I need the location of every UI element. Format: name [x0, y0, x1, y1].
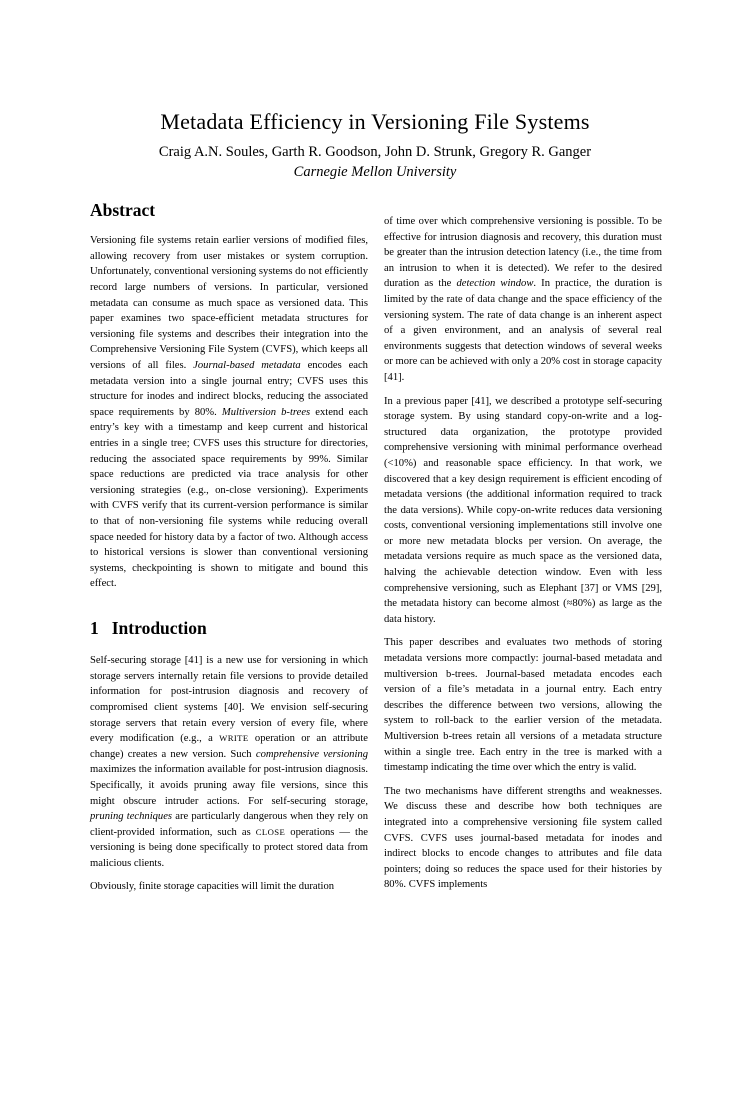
section-number: 1: [90, 617, 99, 638]
text: maximizes the information available for post-intrusion diagnosis. Specifically, it avoids pruning away file versions, since this might obscure intruder actions. For self-securing storage,: [90, 764, 368, 807]
text: This paper describes and evaluates two methods of storing metadata versions more compactly: journal-based metadata and multiversion b-trees. Journal-based metadata encodes each version of a file’s metadata in a journal entry. Each entry describes the difference between two versions, allowing the system to roll-back to the earlier version of the metadata. Multiversion b-trees retain all versions of a metadata structure within a single tree. Each entry in the tree is marked with a timestamp indicating the time over which the entry is valid.: [384, 637, 662, 774]
text: of time over which comprehensive versioning is possible. To be effective for intrusion diagnosis and recovery, this duration must be greater than the intrusion detection latency (i.e., the time from an intrusion to when it is detected). We refer to the desired duration as the: [384, 216, 662, 290]
italic-text: pruning techniques: [90, 811, 173, 823]
paper-affiliation: Carnegie Mellon University: [293, 164, 457, 180]
left-column: [90, 201, 368, 895]
section-title: Introduction: [111, 617, 207, 638]
abstract-heading: Abstract: [90, 200, 156, 220]
text: Obviously, finite storage capacities will limit the duration: [90, 881, 335, 893]
abstract-body: [90, 233, 368, 592]
paragraph: [384, 394, 662, 628]
right-column: [384, 214, 662, 893]
paragraph: [90, 653, 368, 871]
paragraph: [90, 879, 368, 895]
text: are particularly dangerous when they rely on client-provided information, such as: [90, 811, 368, 838]
paragraph: [90, 233, 368, 592]
title-block: [0, 109, 750, 181]
italic-text: Multiversion b-trees: [221, 406, 311, 418]
paragraph: [384, 635, 662, 775]
text: operation or an attribute change) creates a new version. Such: [90, 733, 368, 760]
text: In a previous paper [41], we described a prototype self-securing storage system. By using standard copy-on-write and a log-structured data organization, the prototype provided comprehensive versioning with minimal performance overhead (<10%) and reasonable space efficiency. In that work, we discovered that a key design requirement is efficient encoding of metadata versions (the additional information required to track the data versions). While copy-on-write reduces data versioning costs, conventional versioning implementations still involve one or more new metadata blocks per version. On average, the metadata versions require as much space as the versioned data, halving the achievable detection window. Even with less comprehensive versioning, such as Elephant [37] or VMS [29], the metadata history can become almost (≈80%) as large as the data history.: [384, 395, 662, 625]
paragraph: [384, 214, 662, 386]
text: Self-securing storage [41] is a new use for versioning in which storage servers internally retain file versions to provide detailed information for post-intrusion diagnosis and recovery of compromised client systems [40]. We envision self-securing storage servers that retain every version of every file, where every modification (e.g., a: [90, 655, 368, 745]
italic-text: detection window: [456, 278, 534, 290]
text: The two mechanisms have different strengths and weaknesses. We discuss these and describe how both techniques are integrated into a comprehensive versioning file system called CVFS. CVFS uses journal-based metadata for inodes and indirect blocks to encode changes to attributes and file data pointers; doing so reduces the space used for their histories by 80%. CVFS implements: [384, 785, 662, 891]
text: Versioning file systems retain earlier versions of modified files, allowing recovery from user mistakes or system corruption. Unfortunately, conventional versioning systems do not efficiently record large numbers of versions. In particular, versioned metadata can consume as much space as versioned data. This paper examines two space-efficient metadata structures for versioning file systems and describes their integration into the Comprehensive Versioning File System (CVFS), which keeps all versions of all files.: [90, 235, 368, 371]
italic-text: Journal-based metadata: [193, 360, 301, 371]
smallcaps-text: WRITE: [219, 733, 249, 744]
section-heading-introduction: [90, 619, 368, 638]
text: . In practice, the duration is limited by the rate of data change and the space efficiency of the versioning system. The rate of data change is an inherent aspect of a given environment, and an analysis of several real environments suggests that detection windows of several weeks or more can be achieved with only a 20% cost in storage capacity [41].: [384, 278, 662, 383]
text: operations — the versioning is being done specifically to protect stored data from malicious clients.: [90, 826, 368, 869]
paragraph: [384, 784, 662, 893]
text: encodes each metadata version into a single journal entry; CVFS uses this structure for inodes and indirect blocks, reducing the associated space requirements by 80%.: [90, 360, 368, 418]
paper-title: Metadata Efficiency in Versioning File Systems: [160, 109, 590, 134]
paper-authors: Craig A.N. Soules, Garth R. Goodson, John D. Strunk, Gregory R. Ganger: [158, 144, 592, 160]
text: extend each entry’s key with a timestamp and keep current and historical entries in a single tree; CVFS uses this structure for directories, reducing the associated space requirements by 99%. Similar space reductions are predicted via trace analysis for other versioning strategies (e.g., on-close versioning). Experiments with CVFS verify that its current-version performance is similar to that of non-versioning file systems while reducing overall space needed for history data by a factor of two. Although access to historical versions is slower than conventional versioning systems, checkpointing is shown to mitigate and bound this effect.: [90, 406, 368, 590]
introduction-body-left: [90, 653, 368, 895]
smallcaps-text: CLOSE: [255, 826, 286, 837]
italic-text: comprehensive versioning: [255, 748, 369, 760]
